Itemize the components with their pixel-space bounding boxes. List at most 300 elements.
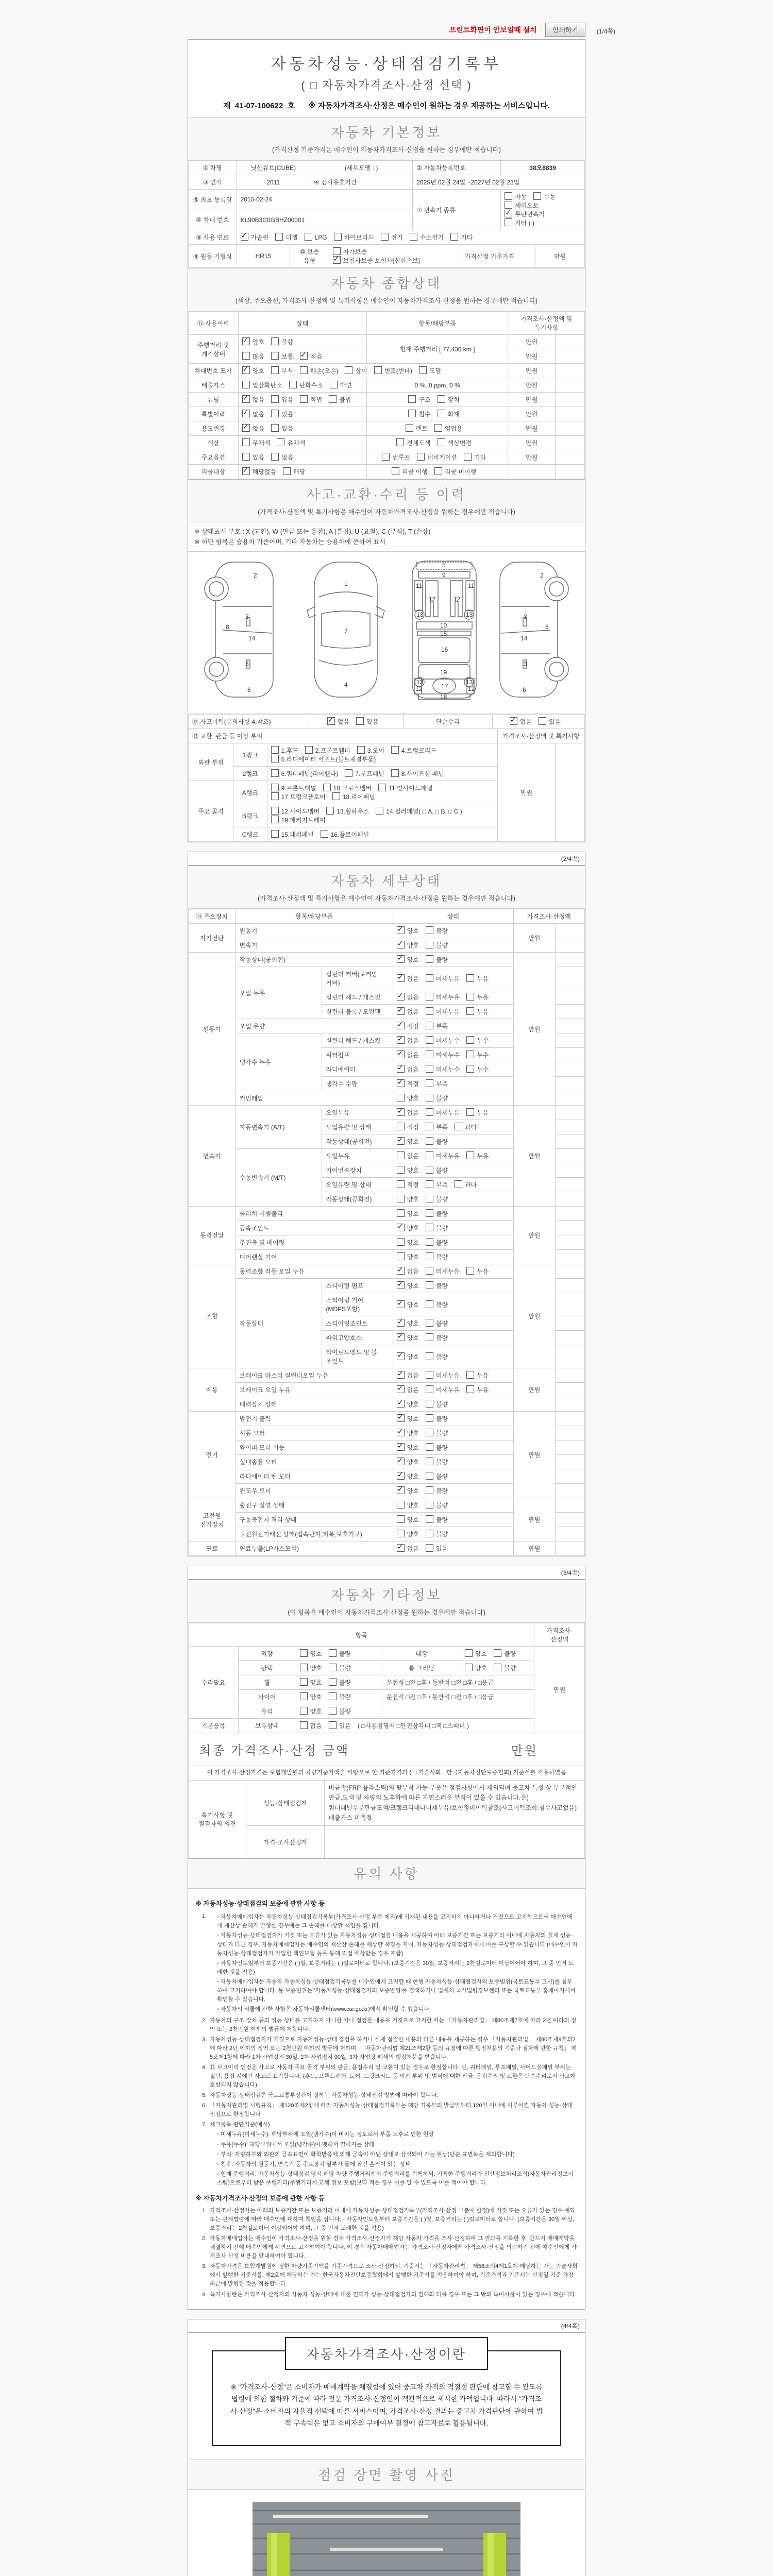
- checkbox[interactable]: [397, 1252, 405, 1260]
- device-group-label: 제동: [189, 1368, 236, 1412]
- checkbox[interactable]: [426, 1501, 433, 1509]
- checkbox[interactable]: [356, 717, 364, 725]
- notice-number: 5.: [201, 2092, 207, 2099]
- option: ✓ 양호: [397, 1429, 419, 1437]
- checkbox[interactable]: [271, 410, 279, 417]
- checkbox[interactable]: [397, 1094, 405, 1101]
- checkbox[interactable]: [426, 955, 433, 963]
- state-options: [393, 1440, 513, 1455]
- notice-text: [210, 2262, 578, 2289]
- checkbox[interactable]: [271, 352, 279, 360]
- checkbox[interactable]: [426, 1544, 433, 1552]
- checkbox[interactable]: [381, 233, 389, 241]
- checkbox[interactable]: [300, 1721, 308, 1729]
- checkbox[interactable]: [426, 974, 433, 982]
- checkbox[interactable]: [505, 201, 512, 209]
- checkbox[interactable]: [334, 233, 342, 241]
- checkbox[interactable]: [419, 366, 427, 374]
- item-cell: 오일 유량: [236, 1019, 393, 1033]
- checkbox[interactable]: [397, 1400, 405, 1408]
- notice-text: [210, 2036, 578, 2062]
- checkbox[interactable]: [391, 746, 399, 754]
- sub-item-cell: 작동상태(공회전): [322, 1192, 393, 1207]
- checkbox[interactable]: [397, 1180, 405, 1188]
- checkbox[interactable]: [426, 1515, 433, 1523]
- checkbox[interactable]: [397, 1530, 405, 1537]
- checkbox[interactable]: [323, 784, 331, 791]
- table-row: [189, 393, 585, 407]
- checkbox[interactable]: [426, 1022, 433, 1029]
- checkbox[interactable]: [397, 1486, 405, 1494]
- table-row: [189, 953, 585, 967]
- state-options: [238, 378, 366, 393]
- table-row: [189, 1690, 585, 1704]
- checkbox[interactable]: [397, 1007, 405, 1015]
- svg-text:15: 15: [440, 630, 447, 637]
- vin-value: KL90B3C0GBHZ00001: [237, 210, 413, 230]
- checkbox[interactable]: [539, 717, 546, 725]
- field-label: ① 차명: [189, 161, 237, 175]
- checkbox[interactable]: [426, 1209, 433, 1217]
- svg-text:13: 13: [416, 679, 424, 686]
- checkbox[interactable]: [397, 1385, 405, 1393]
- checkbox[interactable]: [426, 1079, 433, 1087]
- checkbox[interactable]: [329, 395, 337, 403]
- notice-item: [195, 2036, 578, 2062]
- checkbox[interactable]: [438, 410, 445, 417]
- checkbox[interactable]: [410, 233, 417, 241]
- table-row: [189, 421, 585, 436]
- checkbox[interactable]: [397, 1281, 405, 1289]
- checkbox[interactable]: [505, 192, 512, 200]
- checkbox[interactable]: [333, 247, 341, 255]
- svg-text:19: 19: [440, 669, 447, 676]
- remarks-label: 특기사항 및 점검자의 의견: [189, 1781, 246, 1858]
- option: 불량: [494, 1664, 516, 1672]
- option: ✓ 양호: [397, 1472, 419, 1481]
- checkbox[interactable]: [329, 1664, 337, 1671]
- checkbox[interactable]: [426, 1385, 433, 1393]
- checkbox[interactable]: [426, 1123, 433, 1130]
- checkbox[interactable]: [426, 1195, 433, 1202]
- checkbox[interactable]: [300, 1649, 308, 1657]
- table-row: [189, 1498, 585, 1513]
- custom-cell: [382, 1704, 534, 1719]
- checkbox[interactable]: [397, 1108, 405, 1116]
- checkbox[interactable]: [326, 807, 334, 815]
- checkbox[interactable]: [426, 1530, 433, 1537]
- checkbox[interactable]: [417, 453, 425, 461]
- option: 불량: [426, 1319, 448, 1328]
- checkbox[interactable]: [275, 233, 283, 241]
- notice-number: 2.: [201, 2235, 207, 2242]
- checkbox[interactable]: [397, 1515, 405, 1523]
- checkbox[interactable]: [397, 1300, 405, 1308]
- checkbox[interactable]: [465, 1664, 473, 1671]
- notice-item: [195, 2207, 578, 2233]
- checkbox[interactable]: [426, 1137, 433, 1145]
- option: 13.휠하우스: [326, 807, 369, 816]
- checkbox[interactable]: [271, 792, 279, 800]
- checkbox[interactable]: [300, 395, 308, 403]
- checkbox[interactable]: [426, 1458, 433, 1465]
- checkbox[interactable]: [426, 1319, 433, 1327]
- checkbox[interactable]: [300, 366, 308, 374]
- final-price-table: [188, 1733, 585, 1781]
- state-options: [238, 465, 366, 479]
- option: 부족: [426, 1079, 448, 1088]
- checkbox[interactable]: [305, 233, 312, 241]
- option: 양호: [397, 1515, 419, 1524]
- field-value: 2011: [237, 175, 310, 190]
- item-label: 룸 크리닝: [382, 1661, 461, 1675]
- checkbox[interactable]: [300, 1692, 308, 1700]
- checkbox[interactable]: [426, 1267, 433, 1275]
- checkbox[interactable]: [466, 1050, 474, 1058]
- checkbox[interactable]: [466, 1151, 474, 1159]
- checkbox[interactable]: [321, 830, 328, 838]
- checkbox[interactable]: [242, 467, 250, 475]
- field-label: ⑩ 보증 유형: [290, 245, 329, 268]
- table-row: [189, 1661, 585, 1675]
- checkbox[interactable]: [241, 233, 248, 241]
- checkbox[interactable]: [426, 1224, 433, 1231]
- checkbox[interactable]: [283, 467, 291, 475]
- price-cell: 만원: [508, 450, 556, 465]
- checkbox[interactable]: [397, 1352, 405, 1360]
- checkbox[interactable]: [300, 1664, 308, 1671]
- section-basic-info: 자동차 기본정보 (가격산정 기준가격은 매수인이 자동차가격조사·산정을 원하는 경우에만 적습니다): [188, 117, 585, 160]
- checkbox[interactable]: [271, 453, 279, 461]
- item-cell: 배력장치 상태: [236, 1397, 393, 1412]
- checkbox[interactable]: [345, 366, 352, 374]
- checkbox[interactable]: [374, 366, 382, 374]
- checkbox[interactable]: [466, 1371, 474, 1379]
- field-value: 2015-02-24: [237, 190, 413, 210]
- extra-cell: [555, 1383, 584, 1397]
- checkbox[interactable]: [397, 1123, 405, 1130]
- checkbox[interactable]: [345, 769, 352, 777]
- svg-text:3: 3: [245, 613, 249, 620]
- doc-note: ※ 자동차가격조사·산정은 매수인이 원하는 경우 제공하는 서비스입니다.: [308, 101, 550, 110]
- checkbox[interactable]: [397, 955, 405, 963]
- option: 양호: [300, 1649, 322, 1658]
- checkbox[interactable]: [271, 337, 279, 345]
- checkbox[interactable]: [329, 1707, 337, 1715]
- checkbox[interactable]: [396, 438, 404, 446]
- option: 양호: [397, 1252, 419, 1261]
- item-cell: 변속기: [236, 938, 393, 953]
- checkbox[interactable]: [450, 233, 458, 241]
- option: 불량: [426, 1501, 448, 1510]
- checkbox[interactable]: [271, 769, 279, 777]
- checkbox[interactable]: [397, 1224, 405, 1231]
- checkbox[interactable]: [466, 1267, 474, 1275]
- sub-item-cell: 오일유량 및 상태: [322, 1120, 393, 1134]
- checkbox[interactable]: [464, 453, 472, 461]
- print-button[interactable]: 인쇄하기: [545, 23, 585, 37]
- checkbox[interactable]: [426, 1300, 433, 1308]
- checkbox[interactable]: [466, 1108, 474, 1116]
- checkbox[interactable]: [426, 1238, 433, 1246]
- about-box-text: ※ "가격조사·산정"은 소비자가 매매계약을 체결함에 있어 중고차 가격의 적절성 판단에 참고할 수 있도록 법령에 의한 절차와 기준에 따라 전문 가격조사·산정인이 객관적으로 제시한 가액입니다. 따라서 "가격조사·산정"은 소비자의 자율적 선택에 따른 서비스이며, 가격조사·산정 결과는 중고차 가격판단에 관하여 법적 구속력은 없고 소비자의 구매여부 결정에 참고자료로 활용됩니다.: [230, 2383, 543, 2428]
- checkbox[interactable]: [397, 1267, 405, 1275]
- option: 양호: [397, 1094, 419, 1103]
- checkbox[interactable]: [408, 410, 416, 417]
- option: 불량: [426, 1195, 448, 1204]
- state-options: [296, 1647, 382, 1661]
- checkbox[interactable]: [434, 424, 442, 432]
- notice-text: [210, 2063, 578, 2090]
- checkbox[interactable]: [289, 381, 297, 388]
- checkbox[interactable]: [466, 1065, 474, 1073]
- checkbox[interactable]: [329, 1678, 337, 1686]
- checkbox[interactable]: [494, 1649, 501, 1657]
- checkbox[interactable]: [426, 1180, 433, 1188]
- checkbox[interactable]: [397, 926, 405, 934]
- checkbox[interactable]: [533, 192, 541, 200]
- option: 적정: [397, 1123, 419, 1131]
- checkbox[interactable]: [271, 784, 279, 791]
- state-options: [393, 938, 513, 953]
- option: 썬루프: [382, 453, 410, 462]
- option: 5.라디에이터 서포트(볼트체결부품): [271, 755, 376, 764]
- checkbox[interactable]: [397, 1137, 405, 1145]
- checkbox[interactable]: [397, 1079, 405, 1087]
- checkbox[interactable]: [397, 1429, 405, 1436]
- checkbox[interactable]: [426, 1281, 433, 1289]
- checkbox[interactable]: [465, 1649, 473, 1657]
- checkbox[interactable]: [406, 424, 413, 432]
- checkbox[interactable]: [426, 1252, 433, 1260]
- svg-text:12: 12: [468, 685, 475, 692]
- svg-text:12: 12: [415, 685, 423, 692]
- checkbox[interactable]: [397, 1371, 405, 1379]
- option: 기타 ( ): [505, 218, 534, 227]
- checkbox[interactable]: [397, 1319, 405, 1327]
- checkbox[interactable]: [426, 1414, 433, 1422]
- checkbox[interactable]: [505, 218, 512, 226]
- checkbox[interactable]: [376, 807, 383, 815]
- extra-cell: [555, 1293, 584, 1316]
- option: 있음: [426, 1544, 448, 1553]
- checkbox[interactable]: [271, 807, 279, 815]
- checkbox[interactable]: [300, 352, 308, 360]
- checkbox[interactable]: [397, 1414, 405, 1422]
- checkbox[interactable]: [242, 337, 250, 345]
- checkbox[interactable]: [242, 381, 250, 388]
- checkbox[interactable]: [426, 1166, 433, 1174]
- svg-text:8: 8: [226, 623, 229, 631]
- svg-text:12: 12: [453, 596, 461, 603]
- checkbox[interactable]: [426, 1094, 433, 1101]
- checkbox[interactable]: [300, 1678, 308, 1686]
- item-cell: 클러치 어셈블리: [236, 1207, 393, 1221]
- checkbox[interactable]: [332, 792, 340, 800]
- checkbox[interactable]: [426, 1472, 433, 1480]
- checkbox[interactable]: [466, 1036, 474, 1044]
- checkbox[interactable]: [397, 1333, 405, 1341]
- option: 화재: [438, 410, 460, 418]
- state-options: [238, 364, 508, 378]
- checkbox[interactable]: [426, 1333, 433, 1341]
- item-cell: 브레이크 마스터 실린더오일 누유: [236, 1368, 393, 1383]
- checkbox[interactable]: [397, 1238, 405, 1246]
- checkbox[interactable]: [455, 1180, 462, 1188]
- checkbox[interactable]: [305, 746, 313, 754]
- checkbox[interactable]: [434, 467, 442, 475]
- transmission-options: [501, 190, 585, 230]
- checkbox[interactable]: [271, 755, 279, 762]
- rank-label: A랭크: [233, 781, 267, 804]
- checkbox[interactable]: [330, 381, 338, 388]
- option: 누수: [466, 1036, 489, 1045]
- option: 불량: [426, 1209, 448, 1218]
- checkbox[interactable]: [397, 1022, 405, 1029]
- table-row: [189, 378, 585, 393]
- document-header: [188, 40, 585, 117]
- checkbox[interactable]: [397, 941, 405, 948]
- checkbox[interactable]: [455, 1123, 462, 1130]
- checkbox[interactable]: [466, 1007, 474, 1015]
- checkbox[interactable]: [426, 1007, 433, 1015]
- checkbox[interactable]: [397, 1501, 405, 1509]
- checkbox[interactable]: [397, 1472, 405, 1480]
- checkbox[interactable]: [242, 366, 250, 374]
- option: 불량: [426, 1094, 448, 1103]
- state-options: [393, 1397, 513, 1412]
- notice-text: [210, 2091, 438, 2100]
- option: ✓ 없음: [397, 1065, 419, 1074]
- notice-bullet: ◦ 자동차성능·상태점검자가 거짓 또는 오류가 있는 자동차성능·상태점검 내용을 제공하여 아래 보증기간 또는 보증거리 이내에 자동차의 실제 성능·상태가 다른 경우, 자동차매매업자는 매수인의 재산상 손해를 배상할 책임을 지며, 자동차성능·상태점검자에게 이를 구상할 수 있습니다.(매수인이 자동차성능·상태점검자가 가입한 책임보험 등을 통해 직접 배상받는 경우 포함): [217, 1933, 578, 1957]
- checkbox[interactable]: [397, 974, 405, 982]
- field-label: ⑦ 변속기 종류: [413, 190, 501, 230]
- checkbox[interactable]: [397, 1544, 405, 1552]
- checkbox[interactable]: [426, 1371, 433, 1379]
- price-cell: 만원: [508, 364, 556, 378]
- extra-cell: [555, 1440, 584, 1455]
- checkbox[interactable]: [426, 1050, 433, 1058]
- checkbox[interactable]: [277, 438, 284, 446]
- checkbox[interactable]: [438, 438, 445, 446]
- checkbox[interactable]: [271, 395, 279, 403]
- checkbox[interactable]: [426, 1486, 433, 1494]
- option: ✓ 양호: [397, 955, 419, 964]
- checkbox[interactable]: [391, 769, 399, 777]
- checkbox[interactable]: [242, 453, 250, 461]
- checkbox[interactable]: [426, 993, 433, 1001]
- checkbox[interactable]: [466, 993, 474, 1001]
- checkbox[interactable]: [426, 1443, 433, 1451]
- sub-item-cell: 라디에이터: [322, 1062, 393, 1077]
- checkbox[interactable]: [382, 453, 390, 461]
- item-cell: [366, 407, 508, 421]
- checkbox[interactable]: [397, 1050, 405, 1058]
- option: 불량: [426, 1252, 448, 1261]
- checkbox[interactable]: [242, 438, 250, 446]
- option: 리콜 이행: [392, 467, 428, 476]
- checkbox[interactable]: [329, 1649, 337, 1657]
- checkbox[interactable]: [426, 1352, 433, 1360]
- col-header: ⑪ 사용이력: [189, 312, 239, 335]
- checkbox[interactable]: [242, 410, 250, 417]
- option: 누유: [466, 1371, 489, 1380]
- state-options: [393, 1250, 513, 1264]
- checkbox[interactable]: [397, 1036, 405, 1044]
- checkbox[interactable]: [271, 746, 279, 754]
- checkbox[interactable]: [271, 830, 279, 838]
- checkbox[interactable]: [397, 1166, 405, 1174]
- extra-cell: [555, 1264, 584, 1279]
- checkbox[interactable]: [426, 1429, 433, 1436]
- option: ✓ 없음: [242, 395, 264, 404]
- checkbox[interactable]: [397, 1065, 405, 1073]
- checkbox[interactable]: [426, 1036, 433, 1044]
- state-options: [393, 1062, 513, 1077]
- checkbox[interactable]: [408, 395, 416, 403]
- option: ✓양호: [397, 1352, 419, 1361]
- checkbox[interactable]: [300, 1707, 308, 1715]
- checkbox[interactable]: [397, 1443, 405, 1451]
- checkbox[interactable]: [327, 717, 335, 725]
- checkbox[interactable]: [466, 1385, 474, 1393]
- checkbox[interactable]: [242, 395, 250, 403]
- option: 불량: [426, 1515, 448, 1524]
- checkbox[interactable]: [397, 1151, 405, 1159]
- checkbox[interactable]: [426, 926, 433, 934]
- checkbox[interactable]: [271, 366, 279, 374]
- checkbox[interactable]: [426, 1065, 433, 1073]
- checkbox[interactable]: [397, 1195, 405, 1202]
- checkbox[interactable]: [466, 974, 474, 982]
- option: 전체도색: [396, 438, 430, 447]
- checkbox[interactable]: [242, 424, 250, 432]
- checkbox[interactable]: [242, 352, 250, 360]
- checkbox[interactable]: [510, 717, 517, 725]
- checkbox[interactable]: [397, 1458, 405, 1465]
- checkbox[interactable]: [357, 746, 365, 754]
- checkbox[interactable]: [392, 467, 399, 475]
- state-options: [393, 1293, 513, 1316]
- price-cell: 만원: [513, 1207, 555, 1264]
- state-options: [393, 1120, 513, 1134]
- table-row: [189, 436, 585, 450]
- checkbox[interactable]: [426, 1151, 433, 1159]
- checkbox[interactable]: [438, 395, 445, 403]
- checkbox[interactable]: [329, 1721, 337, 1729]
- checkbox[interactable]: [271, 424, 279, 432]
- page-2: [188, 865, 585, 1556]
- checkbox[interactable]: [494, 1664, 501, 1671]
- checkbox[interactable]: [333, 256, 341, 264]
- state-options: [393, 924, 513, 938]
- checkbox[interactable]: [271, 816, 279, 823]
- checkbox[interactable]: [397, 1209, 405, 1217]
- checkbox[interactable]: [426, 1108, 433, 1116]
- checkbox[interactable]: [329, 1692, 337, 1700]
- option: 불량: [426, 1414, 448, 1423]
- state-options: [393, 1527, 513, 1541]
- checkbox[interactable]: [505, 210, 512, 217]
- table-row: [189, 1647, 585, 1661]
- rank-items: [267, 743, 498, 767]
- checkbox[interactable]: [426, 941, 433, 948]
- checkbox[interactable]: [397, 993, 405, 1001]
- section-detail-state: 자동차 세부상태 (가격조사·산정액 및 특기사항은 매수인이 자동차가격조사·산정을 원하는 경우에만 적습니다): [188, 866, 585, 909]
- checkbox[interactable]: [378, 784, 386, 791]
- checkbox[interactable]: [426, 1400, 433, 1408]
- document-subtitle: ( □ 자동차가격조사·산정 선택 ): [301, 79, 472, 92]
